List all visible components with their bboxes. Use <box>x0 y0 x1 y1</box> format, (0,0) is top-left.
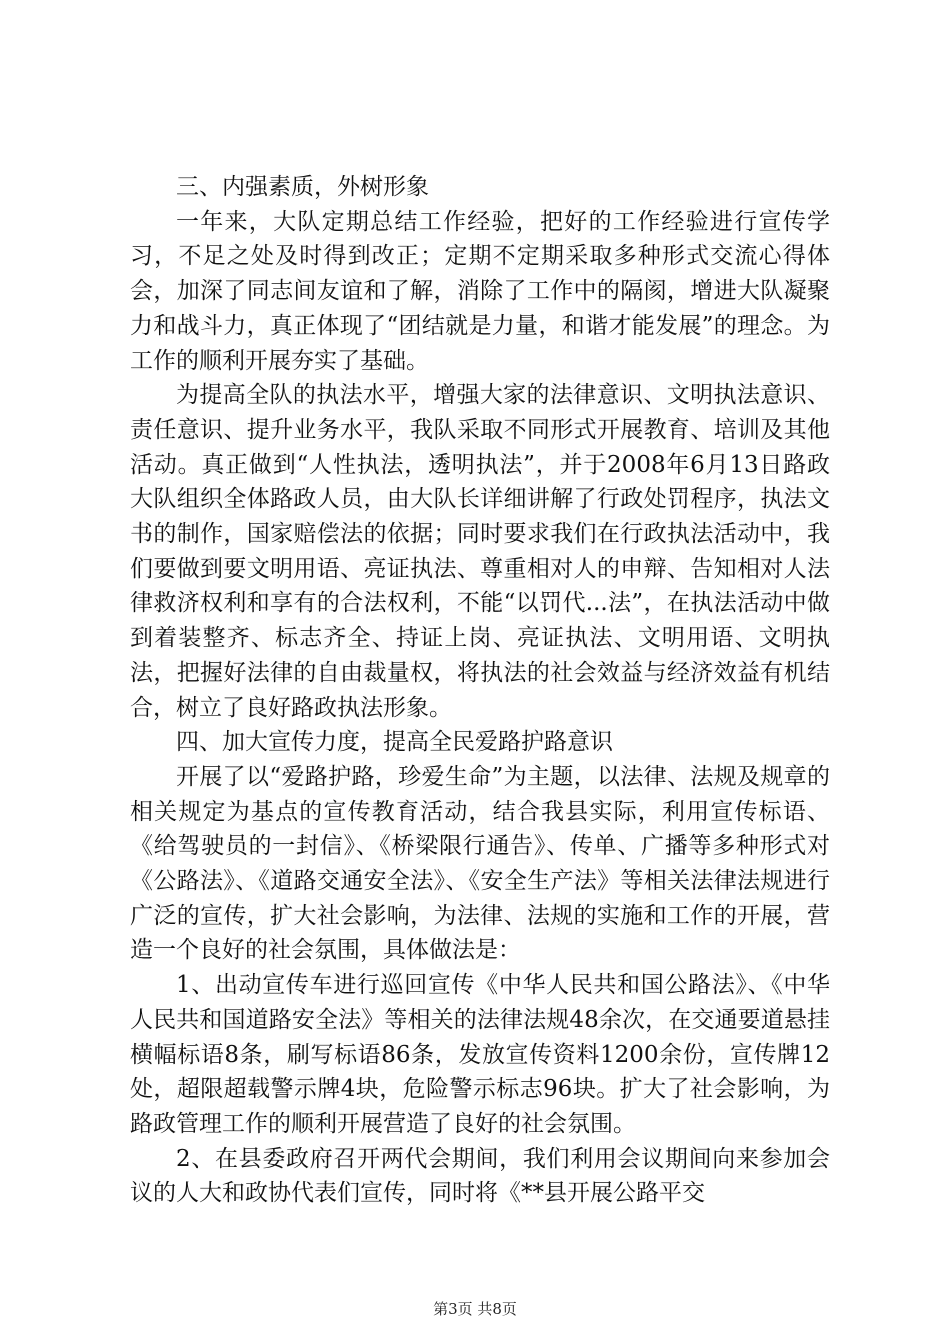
list-item: 1、出动宣传车进行巡回宣传《中华人民共和国公路法》、《中华人民共和国道路安全法》等相关的法律法规48余次，在交通要道悬挂横幅标语8条，刷写标语86条，发放宣传资料1200余份，宣传牌12处，超限超载警示牌4块，危险警示标志96块。扩大了社会影响，为路政管理工作的顺利开展营造了良好的社会氛围。 <box>130 972 830 1137</box>
section-heading-4: 四、加大宣传力度，提高全民爱路护路意识 <box>176 729 613 756</box>
list-item: 2、在县委政府召开两代会期间，我们利用会议期间向来参加会议的人大和政协代表们宣传，同时将《**县开展公路平交 <box>130 1145 830 1207</box>
page-footer: 第3页 共8页 <box>433 1300 517 1318</box>
paragraph: 一年来，大队定期总结工作经验，把好的工作经验进行宣传学习，不足之处及时得到改正；定期不定期采取多种形式交流心得体会，加深了同志间友谊和了解，消除了工作中的隔阂，增进大队凝聚力和战斗力，真正体现了“团结就是力量，和谐才能发展”的理念。为工作的顺利开展夯实了基础。 <box>130 208 830 374</box>
paragraph: 为提高全队的执法水平，增强大家的法律意识、文明执法意识、责任意识、提升业务水平，我队采取不同形式开展教育、培训及其他活动。真正做到“人性执法，透明执法”，并于2008年6月13日路政大队组织全体路政人员，由大队长详细讲解了行政处罚程序，执法文书的制作，国家赔偿法的依据；同时要求我们在行政执法活动中，我们要做到要文明用语、亮证执法、尊重相对人的申辩、告知相对人法律救济权利和享有的合法权利，不能“以罚代...法”，在执法活动中做到着装整齐、标志齐全、持证上岗、亮证执法、文明用语、文明执法，把握好法律的自由裁量权，将执法的社会效益与经济效益有机结合，树立了良好路政执法形象。 <box>130 382 830 721</box>
paragraph: 开展了以“爱路护路，珍爱生命”为主题，以法律、法规及规章的相关规定为基点的宣传教育活动，结合我县实际，利用宣传标语、《给驾驶员的一封信》、《桥梁限行通告》、传单、广播等多种形式对《公路法》、《道路交通安全法》、《安全生产法》等相关法律法规进行广泛的宣传，扩大社会影响，为法律、法规的实施和工作的开展，营造一个良好的社会氛围，具体做法是： <box>130 763 830 964</box>
section-heading-3: 三、内强素质，外树形象 <box>176 174 429 200</box>
document-body <box>130 170 830 1211</box>
